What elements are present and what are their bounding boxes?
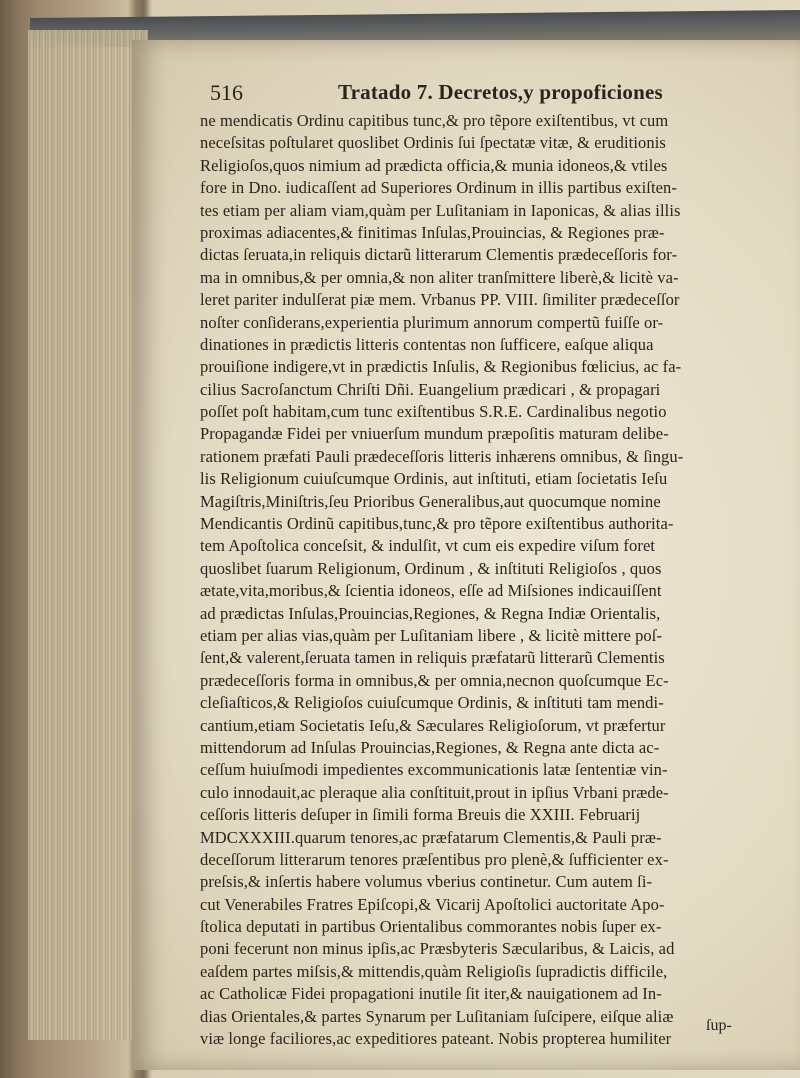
text-line: ad prædictas Inſulas,Prouincias,Regiones, & Regna Indiæ Orientalis, <box>200 603 661 623</box>
text-line: ceſſoris litteris deſuper in ſimili forma Breuis die XXIII. Februarij <box>200 805 641 825</box>
text-line: eaſdem partes miſsis,& mittendis,quàm Religioſis ſupradictis difficile, <box>200 961 668 981</box>
text-line: mittendorum ad Inſulas Prouincias,Regiones, & Regna ante dicta ac- <box>200 737 660 757</box>
text-line: cilius Sacroſanctum Chriſti Dñi. Euangelium prædicari , & propagari <box>200 379 661 399</box>
text-line: Magiſtris,Miniſtris,ſeu Prioribus Generalibus,aut quocumque nomine <box>200 491 661 511</box>
text-line: prædeceſſoris forma in omnibus,& per omnia,necnon quoſcumque Ec- <box>200 670 669 690</box>
text-line: quoslibet ſuarum Religionum, Ordinum , & inſtituti Religioſos , quos <box>200 558 662 578</box>
text-line: cut Venerabiles Fratres Epiſcopi,& Vicarij Apoſtolici auctoritate Apo- <box>200 894 665 914</box>
text-line: neceſsitas poſtularet quoslibet Ordinis ſui ſpectatæ vitæ, & eruditionis <box>200 133 666 153</box>
text-line: deceſſorum litterarum tenores præſentibus pro plenè,& ſufficienter ex- <box>200 849 669 869</box>
text-line: Religioſos,quos nimium ad prædicta officia,& munia idoneos,& vtiles <box>200 155 668 175</box>
text-line: ceſſum huiuſmodi impedientes excommunicationis latæ ſententiæ vin- <box>200 760 668 780</box>
page-header <box>210 80 770 108</box>
text-line: ætate,vita,moribus,& ſcientia idoneos, eſſe ad Miſsiones indicauiſſent <box>200 581 662 601</box>
text-line: poſſet poſt habitam,cum tunc exiſtentibus S.R.E. Cardinalibus negotio <box>200 402 667 422</box>
text-line: dictas ſeruata,in reliquis dictarũ litterarum Clementis prædeceſſoris for- <box>200 245 678 265</box>
text-line: poni fecerunt non minus ipſis,ac Præsbyteris Sæcularibus, & Laicis, ad <box>200 939 675 959</box>
running-head: Tratado 7. Decretos,y propoficiones <box>338 80 663 104</box>
body-text <box>200 110 790 1050</box>
text-line: dias Orientales,& partes Synarum per Luſitaniam ſuſcipere, eiſque aliæ <box>200 1006 674 1026</box>
text-line: cleſiaſticos,& Religioſos cuiuſcumque Ordinis, & inſtituti tam mendi- <box>200 693 664 713</box>
text-line: MDCXXXIII.quarum tenores,ac præfatarum Clementis,& Pauli præ- <box>200 827 662 847</box>
text-line: ſtolica deputati in partibus Orientalibus commorantes nobis ſuper ex- <box>200 917 662 937</box>
text-line: ma in omnibus,& per omnia,& non aliter tranſmittere liberè,& licitè va- <box>200 267 679 287</box>
text-line: cantium,etiam Societatis Ieſu,& Sæculares Religioſorum, vt præfertur <box>200 715 666 735</box>
catchword: ſup- <box>706 1017 732 1034</box>
page-block-edges <box>28 30 148 1040</box>
text-line: tem Apoſtolica conceſsit, & indulſit, vt cum eis expedire viſum foret <box>200 536 656 556</box>
page-number: 516 <box>210 80 243 105</box>
text-line: ſent,& valerent,ſeruata tamen in reliquis præfatarũ litterarũ Clementis <box>200 648 665 668</box>
text-line: proximas adiacentes,& finitimas Inſulas,Prouincias, & Regiones præ- <box>200 222 665 242</box>
text-line: fore in Dno. iudicaſſent ad Superiores Ordinum in illis partibus exiſten- <box>200 178 677 198</box>
text-line: ac Catholicæ Fidei propagationi inutile ſit iter,& nauigationem ad In- <box>200 984 662 1004</box>
text-line: etiam per alias vias,quàm per Luſitaniam libere , & licitè mittere poſ- <box>200 625 663 645</box>
text-line: viæ longe faciliores,ac expeditiores pateant. Nobis propterea humiliter <box>200 1029 672 1049</box>
text-line: rationem præfati Pauli prædeceſſoris litteris inhærens omnibus, & ſingu- <box>200 446 684 466</box>
text-line: noſter conſiderans,experientia plurimum annorum compertũ fuiſſe or- <box>200 312 664 332</box>
text-line: leret pariter indulſerat piæ mem. Vrbanus PP. VIII. ſimiliter prædeceſſor <box>200 290 680 310</box>
text-line: lis Religionum cuiuſcumque Ordinis, aut inſtituti, etiam ſocietatis Ieſu <box>200 469 668 489</box>
text-line: culo innodauit,ac pleraque alia conſtituit,prout in ipſius Vrbani præde- <box>200 782 669 802</box>
text-line: Propagandæ Fidei per vniuerſum mundum præpoſitis maturam delibe- <box>200 424 669 444</box>
text-line: ne mendicatis Ordinu capitibus tunc,& pro tẽpore exiſtentibus, vt cum <box>200 111 669 130</box>
text-line: dinationes in prædictis litteris contentas non ſufficere, eaſque aliqua <box>200 334 654 354</box>
text-line: preſsis,& inſertis habere volumus vberius continetur. Cum autem ſi- <box>200 872 653 892</box>
text-line: prouiſione indigere,vt in prædictis Inſulis, & Regionibus fœlicius, ac fa- <box>200 357 682 377</box>
text-line: tes etiam per aliam viam,quàm per Luſitaniam in Iaponicas, & alias illis <box>200 200 681 220</box>
text-line: Mendicantis Ordinũ capitibus,tunc,& pro tẽpore exiſtentibus authorita- <box>200 514 674 534</box>
